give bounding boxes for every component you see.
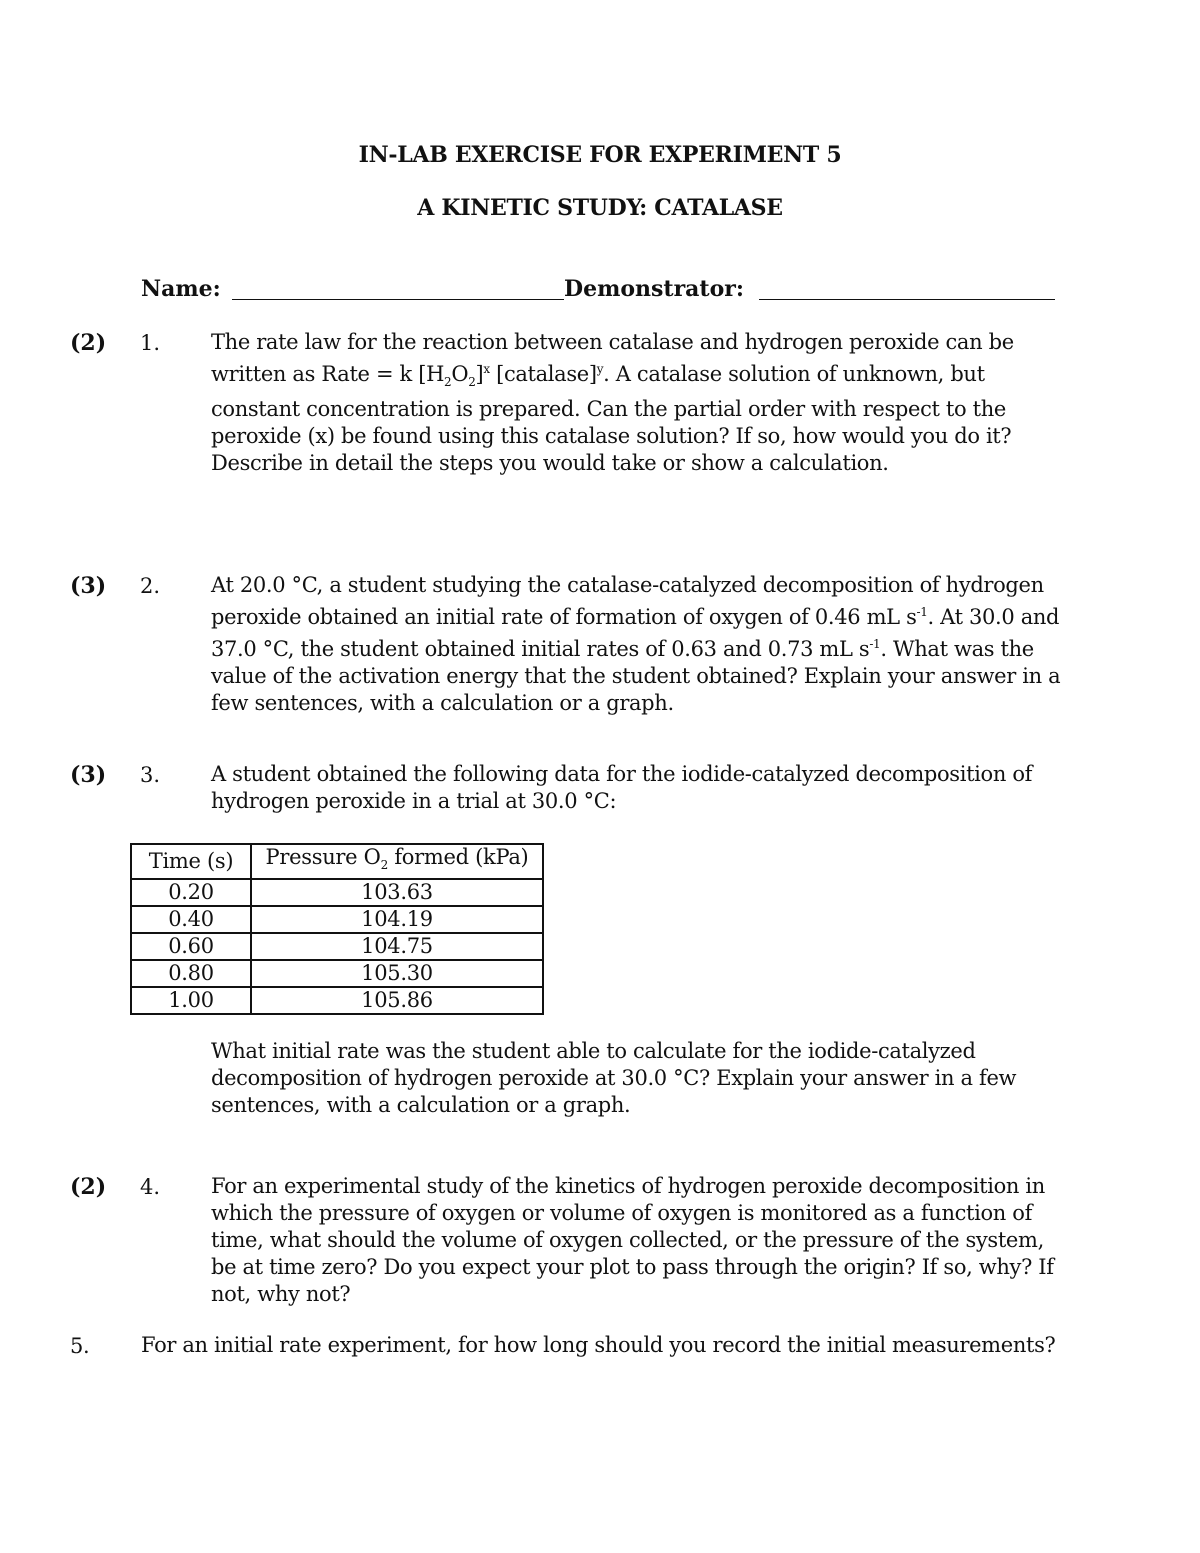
q5-text: For an initial rate experiment, for how long should you record the initial measurements? <box>141 1333 1056 1357</box>
table-cell-time: 1.00 <box>131 987 251 1014</box>
q5-number: 5. <box>70 1334 90 1358</box>
page-subtitle: A KINETIC STUDY: CATALASE <box>417 195 783 221</box>
table-cell-time: 0.60 <box>131 933 251 960</box>
table-cell-pressure: 105.30 <box>251 960 543 987</box>
name-label: Name: <box>141 276 221 302</box>
table-cell-pressure: 104.19 <box>251 906 543 933</box>
q1-number: 1. <box>140 331 161 355</box>
q3-followup: What initial rate was the student able to calculate for the iodide-catalyzed decomposition of hydrogen peroxide at 30.0 °C? Explain your answer in a few sentences, with a calculation or a graph. <box>211 1039 1017 1117</box>
q1-text: The rate law for the reaction between catalase and hydrogen peroxide can be written as Rate = k $[H_2O_2]^x$ [catalase]$^y$. A catalase solution of unknown, but constant concentration is prepared. Can the partial order with respect to the peroxide (x) be found using this catalase solution? If so, how would you do it? Describe in detail the steps you would take or show a calculation. <box>211 330 1014 476</box>
q3-intro: A student obtained the following data for the iodide-catalyzed decomposition of hydrogen peroxide in a trial at 30.0 °C: <box>211 762 1033 813</box>
table-cell-time: 0.20 <box>131 879 251 906</box>
page-title: IN-LAB EXERCISE FOR EXPERIMENT 5 <box>358 142 842 168</box>
table-row <box>131 933 543 960</box>
table-header-time: Time (s) <box>131 844 251 879</box>
table-row <box>131 879 543 906</box>
q4-marks: (2) <box>70 1174 107 1200</box>
q4-number: 4. <box>140 1175 161 1199</box>
name-field[interactable] <box>232 299 564 300</box>
table-cell-time: 0.40 <box>131 906 251 933</box>
table-cell-pressure: 103.63 <box>251 879 543 906</box>
table-header-row <box>131 844 543 879</box>
data-table <box>130 843 544 1015</box>
q1-marks: (2) <box>70 330 107 356</box>
table-cell-time: 0.80 <box>131 960 251 987</box>
q2-marks: (3) <box>70 573 107 599</box>
demonstrator-label: Demonstrator: <box>564 276 744 302</box>
q4-text: For an experimental study of the kinetics of hydrogen peroxide decomposition in which the pressure of oxygen or volume of oxygen is monitored as a function of time, what should the volume of oxygen collected, or the pressure of the system, be at time zero? Do you expect your plot to pass through the origin? If so, why? If not, why not? <box>211 1174 1054 1306</box>
table-cell-pressure: 104.75 <box>251 933 543 960</box>
table-cell-pressure: 105.86 <box>251 987 543 1014</box>
q2-number: 2. <box>140 574 161 598</box>
table-header-pressure: Pressure $O_2$ formed (kPa) <box>251 844 543 879</box>
q3-number: 3. <box>140 763 161 787</box>
table-row <box>131 960 543 987</box>
table-row <box>131 906 543 933</box>
q3-marks: (3) <box>70 762 107 788</box>
table-row <box>131 987 543 1014</box>
demonstrator-field[interactable] <box>759 299 1055 300</box>
q2-text: At 20.0 °C, a student studying the catalase-catalyzed decomposition of hydrogen peroxide obtained an initial rate of formation of oxygen of 0.46 mL $s^{-1}$. At 30.0 and 37.0 °C, the student obtained initial rates of 0.63 and 0.73 mL $s^{-1}$. What was the value of the activation energy that the student obtained? Explain your answer in a few sentences, with a calculation or a graph. <box>211 573 1061 715</box>
